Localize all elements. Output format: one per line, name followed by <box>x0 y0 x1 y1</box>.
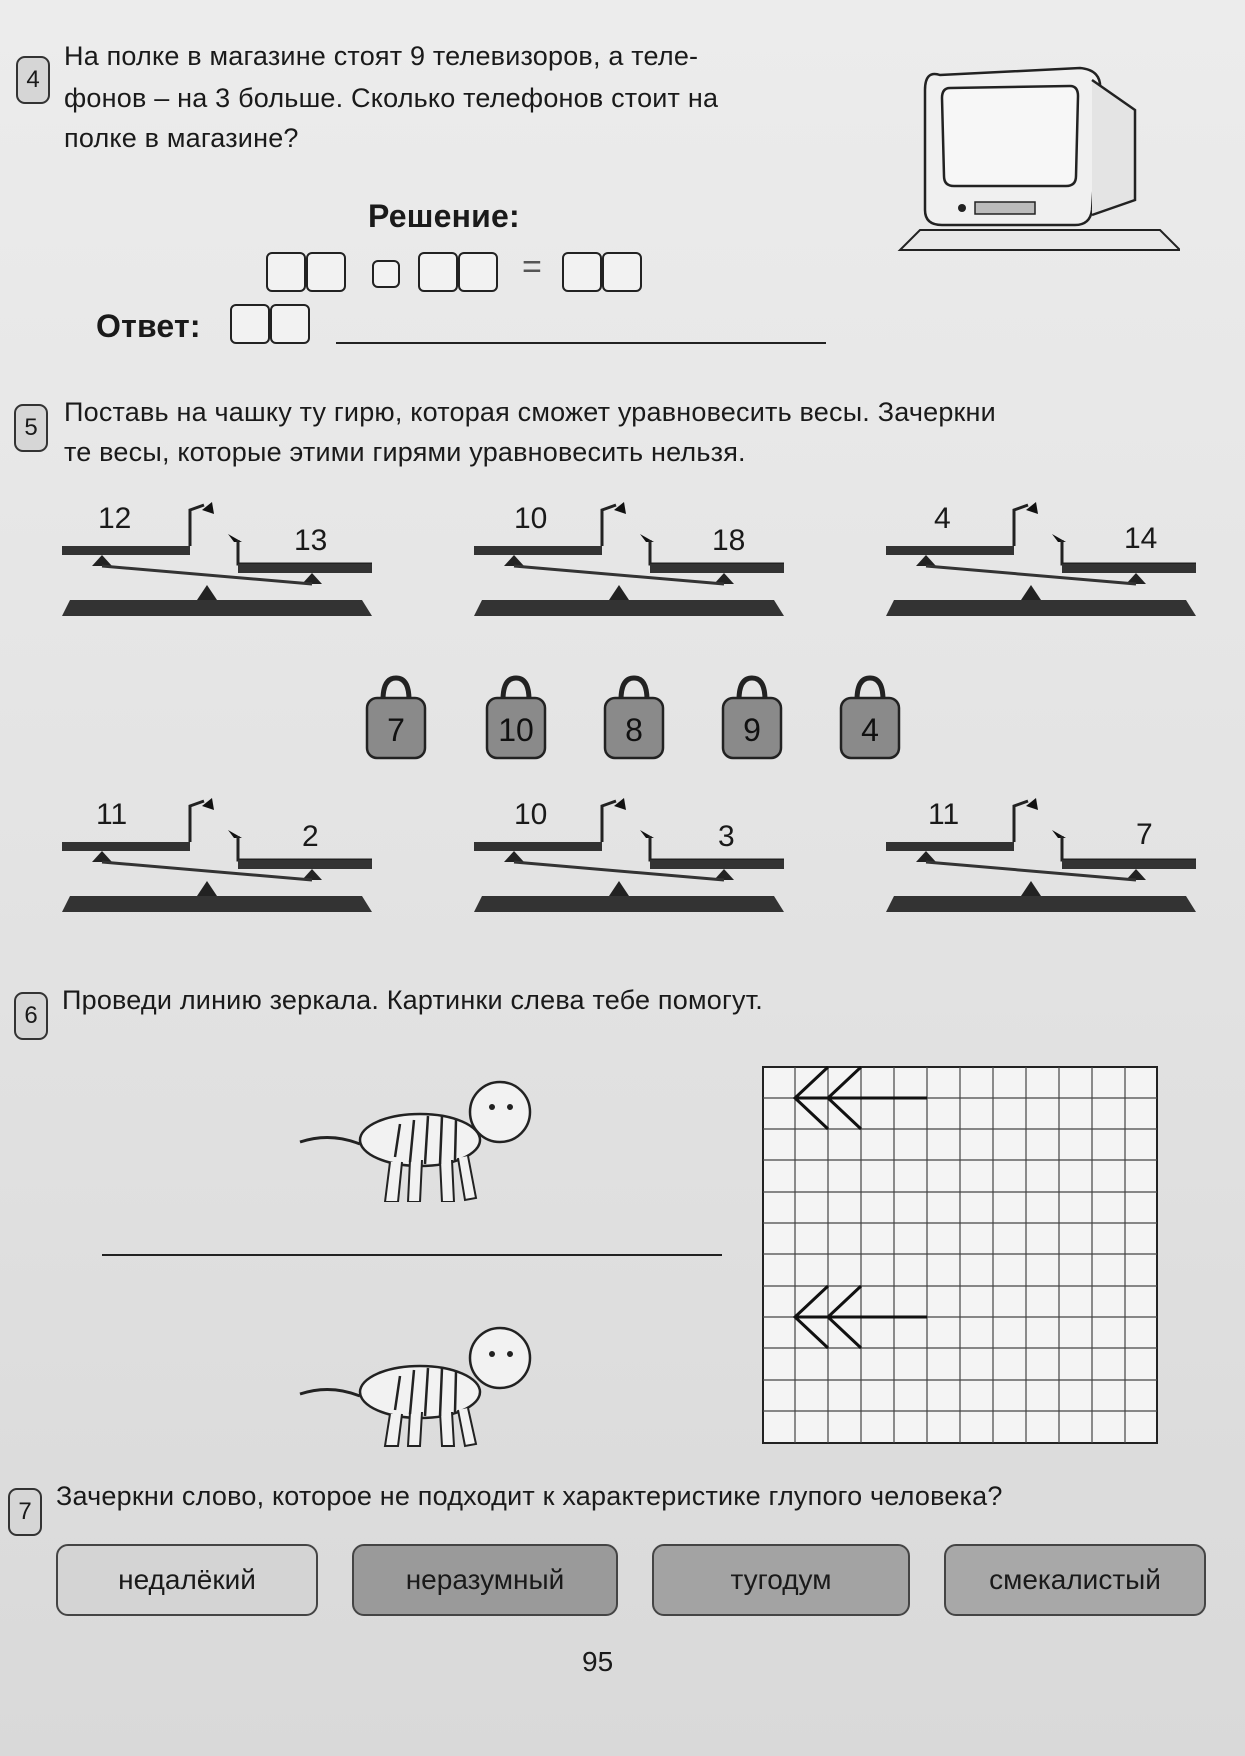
solution-cell[interactable] <box>418 252 458 292</box>
weight-value: 8 <box>625 712 643 748</box>
tv-illustration <box>880 50 1180 270</box>
solution-cell[interactable] <box>562 252 602 292</box>
weight[interactable] <box>721 672 783 762</box>
answer-label: Ответ: <box>96 308 201 344</box>
weight-value: 7 <box>387 712 405 748</box>
solution-cell[interactable] <box>458 252 498 292</box>
scale-left-value: 11 <box>928 798 960 831</box>
scale-left-value: 10 <box>514 798 548 831</box>
balance-scale[interactable] <box>886 796 1206 926</box>
question-4-line-1: На полке в магазине стоят 9 телевизоров, а теле- <box>64 41 699 71</box>
solution-cell[interactable] <box>266 252 306 292</box>
scale-right-value: 14 <box>1124 522 1158 555</box>
weight-value: 9 <box>743 712 761 748</box>
question-5-number: 5 <box>14 404 48 452</box>
question-4-line-3: полке в магазине? <box>64 123 299 153</box>
weight-value: 4 <box>861 712 879 748</box>
weight[interactable] <box>365 672 427 762</box>
answer-cell[interactable] <box>230 304 270 344</box>
page-number: 95 <box>582 1646 614 1677</box>
scale-right-value: 7 <box>1136 818 1153 851</box>
weight[interactable] <box>485 672 547 762</box>
mirror-line[interactable] <box>102 1254 722 1256</box>
weight-value: 10 <box>498 712 534 748</box>
balance-scale[interactable] <box>474 500 794 630</box>
balance-scale[interactable] <box>62 500 382 630</box>
word-option[interactable]: неразумный <box>352 1544 618 1616</box>
scale-right-value: 18 <box>712 524 746 557</box>
solution-label: Решение: <box>368 198 520 234</box>
question-6-text: Проведи линию зеркала. Картинки слева тебе помогут. <box>62 985 763 1015</box>
balance-scale[interactable] <box>474 796 794 926</box>
solution-cell[interactable] <box>602 252 642 292</box>
scale-right-value: 2 <box>302 820 319 853</box>
tiger-upside-down-picture <box>290 1062 560 1202</box>
question-5-line-1: Поставь на чашку ту гирю, которая сможет уравновесить весы. Зачеркни <box>64 397 996 427</box>
question-7-number: 7 <box>8 1488 42 1536</box>
word-option[interactable]: недалёкий <box>56 1544 318 1616</box>
question-4-number: 4 <box>16 56 50 104</box>
question-4-line-2: фонов – на 3 больше. Сколько телефонов стоит на <box>64 83 719 113</box>
scale-left-value: 11 <box>96 798 128 831</box>
scale-left-value: 12 <box>98 502 132 535</box>
word-option[interactable]: тугодум <box>652 1544 910 1616</box>
weight[interactable] <box>603 672 665 762</box>
word-option[interactable]: смекалистый <box>944 1544 1206 1616</box>
solution-cell[interactable] <box>306 252 346 292</box>
scale-right-value: 13 <box>294 524 328 557</box>
equals-sign: = <box>522 248 542 286</box>
question-6-number: 6 <box>14 992 48 1040</box>
question-7-text: Зачеркни слово, которое не подходит к характеристике глупого человека? <box>56 1481 1003 1511</box>
balance-scale[interactable] <box>886 500 1206 630</box>
tiger-upright-picture <box>290 1318 560 1448</box>
scale-left-value: 10 <box>514 502 548 535</box>
scale-right-value: 3 <box>718 820 735 853</box>
question-5-line-2: те весы, которые этими гирями уравновесить нельзя. <box>64 437 746 467</box>
balance-scale[interactable] <box>62 796 382 926</box>
drawing-grid[interactable] <box>762 1066 1160 1448</box>
weight[interactable] <box>839 672 901 762</box>
answer-cell[interactable] <box>270 304 310 344</box>
operator-cell[interactable] <box>372 260 400 288</box>
answer-line[interactable] <box>336 342 826 344</box>
scale-left-value: 4 <box>934 502 951 535</box>
